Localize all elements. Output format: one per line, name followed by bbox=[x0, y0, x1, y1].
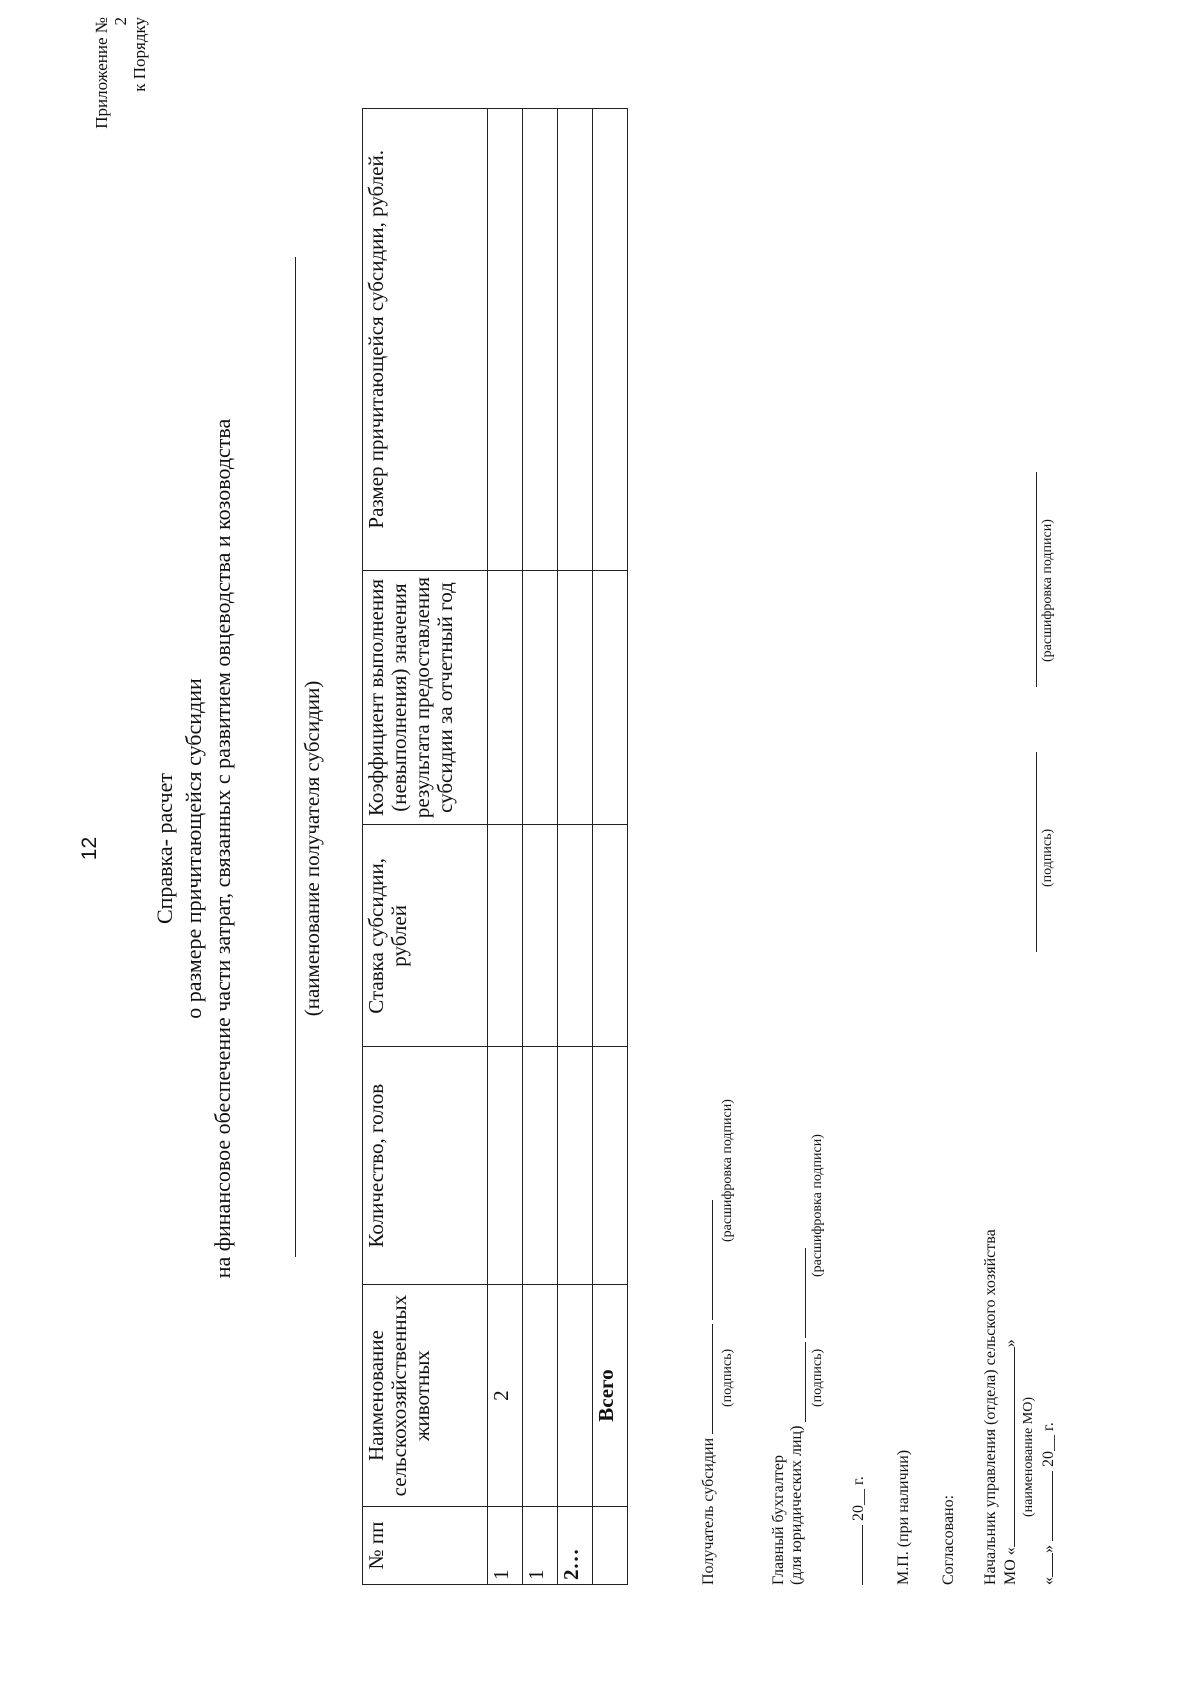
date2-open: « bbox=[1040, 1577, 1057, 1585]
accountant-sign-line bbox=[805, 1342, 806, 1422]
table-cell bbox=[523, 570, 558, 825]
table-header-row bbox=[363, 109, 488, 1585]
table-cell bbox=[488, 825, 523, 1047]
table-cell bbox=[523, 1047, 558, 1285]
table-cell bbox=[593, 109, 628, 571]
table-cell bbox=[523, 825, 558, 1047]
date2-day-line bbox=[1052, 1553, 1053, 1577]
date2-mid: » bbox=[1040, 1545, 1057, 1553]
annex-reference: к Порядку bbox=[130, 17, 149, 92]
recipient-decode-caption: (расшифровка подписи) bbox=[720, 1099, 735, 1242]
header-animal-name: Наименование сельскохозяйственных животных bbox=[363, 1285, 488, 1507]
table-cell bbox=[593, 825, 628, 1047]
mo-open: МО « bbox=[1002, 1547, 1019, 1585]
header-coefficient: Коэффициент выполнения (невыполнения) значения результата предоставления субсидии за отчетный год bbox=[363, 570, 488, 825]
mo-close: » bbox=[1002, 1339, 1019, 1348]
title-line-3: на финансовое обеспечение части затрат, связанных с развитием овцеводства и козоводства bbox=[210, 418, 235, 1279]
recipient-decode-line bbox=[712, 1200, 713, 1320]
recipient-signature-row bbox=[700, 1200, 718, 1585]
recipient-caption: (наименование получателя субсидии) bbox=[300, 680, 324, 1017]
accountant-decode-caption: (расшифровка подписи) bbox=[810, 1134, 825, 1277]
head-decode-line bbox=[1036, 472, 1037, 687]
document-title bbox=[150, 0, 237, 1697]
accountant-label: Главный бухгалтер bbox=[770, 1455, 787, 1585]
table-row bbox=[523, 109, 558, 1585]
table-cell bbox=[523, 109, 558, 571]
table-cell bbox=[593, 1047, 628, 1285]
header-quantity: Количество, голов bbox=[363, 1047, 488, 1285]
table-cell: 2… bbox=[558, 1507, 593, 1585]
total-label: Всего bbox=[593, 1285, 628, 1507]
table-cell bbox=[488, 109, 523, 571]
table-cell bbox=[488, 1047, 523, 1285]
head-sign-caption: (подпись) bbox=[1040, 828, 1055, 887]
header-rate: Ставка субсидии, рублей bbox=[363, 825, 488, 1047]
accountant-signature-row bbox=[770, 1248, 806, 1585]
head-label: Начальник управления (отдела) сельского хозяйства bbox=[982, 1229, 999, 1585]
accountant-sublabel: (для юридических лиц) bbox=[788, 1425, 805, 1585]
table-cell bbox=[593, 570, 628, 825]
table-row bbox=[558, 109, 593, 1585]
date2-month-line bbox=[1052, 1471, 1053, 1541]
table-cell bbox=[558, 1285, 593, 1507]
header-subsidy-amount: Размер причитающейся субсидии, рублей. bbox=[363, 109, 488, 571]
head-sign-line bbox=[1036, 752, 1037, 952]
head-decode-caption: (расшифровка подписи) bbox=[1040, 519, 1055, 662]
table-cell: 1 bbox=[488, 1507, 523, 1585]
recipient-label: Получатель субсидии bbox=[700, 1437, 717, 1585]
table-cell: 2 bbox=[488, 1285, 523, 1507]
table-cell bbox=[523, 1285, 558, 1507]
table-cell bbox=[558, 570, 593, 825]
page-number: 12 bbox=[78, 836, 101, 861]
title-line-2: о размере причитающейся субсидии bbox=[181, 678, 206, 1019]
header-number: № пп bbox=[363, 1507, 488, 1585]
date-day-line bbox=[862, 1525, 863, 1585]
table-cell: 1 bbox=[523, 1507, 558, 1585]
table-cell bbox=[488, 570, 523, 825]
recipient-sign-line bbox=[712, 1324, 713, 1434]
annex-number: Приложение № 2 bbox=[92, 17, 130, 129]
date-row bbox=[850, 1476, 868, 1585]
date2-year: 20__ г. bbox=[1040, 1422, 1057, 1467]
mo-row bbox=[1002, 1339, 1020, 1585]
stamp-note: М.П. (при наличии) bbox=[895, 1449, 912, 1585]
table-row bbox=[488, 109, 523, 1585]
calculation-table bbox=[362, 108, 628, 1585]
date-year: 20__ г. bbox=[850, 1476, 867, 1521]
date2-row bbox=[1040, 1422, 1058, 1585]
accountant-sign-caption: (подпись) bbox=[810, 1348, 825, 1407]
table-total-row bbox=[593, 109, 628, 1585]
recipient-name-line bbox=[295, 257, 296, 1257]
table-cell bbox=[558, 825, 593, 1047]
recipient-sign-caption: (подпись) bbox=[720, 1348, 735, 1407]
mo-name-line bbox=[1014, 1347, 1015, 1547]
accountant-decode-line bbox=[805, 1248, 806, 1338]
table-cell bbox=[558, 109, 593, 571]
mo-caption: (наименование МО) bbox=[1021, 1397, 1036, 1517]
agreed-label: Согласовано: bbox=[940, 1494, 957, 1585]
table-cell bbox=[558, 1047, 593, 1285]
title-line-1: Справка- расчет bbox=[152, 772, 177, 925]
table-cell bbox=[593, 1507, 628, 1585]
